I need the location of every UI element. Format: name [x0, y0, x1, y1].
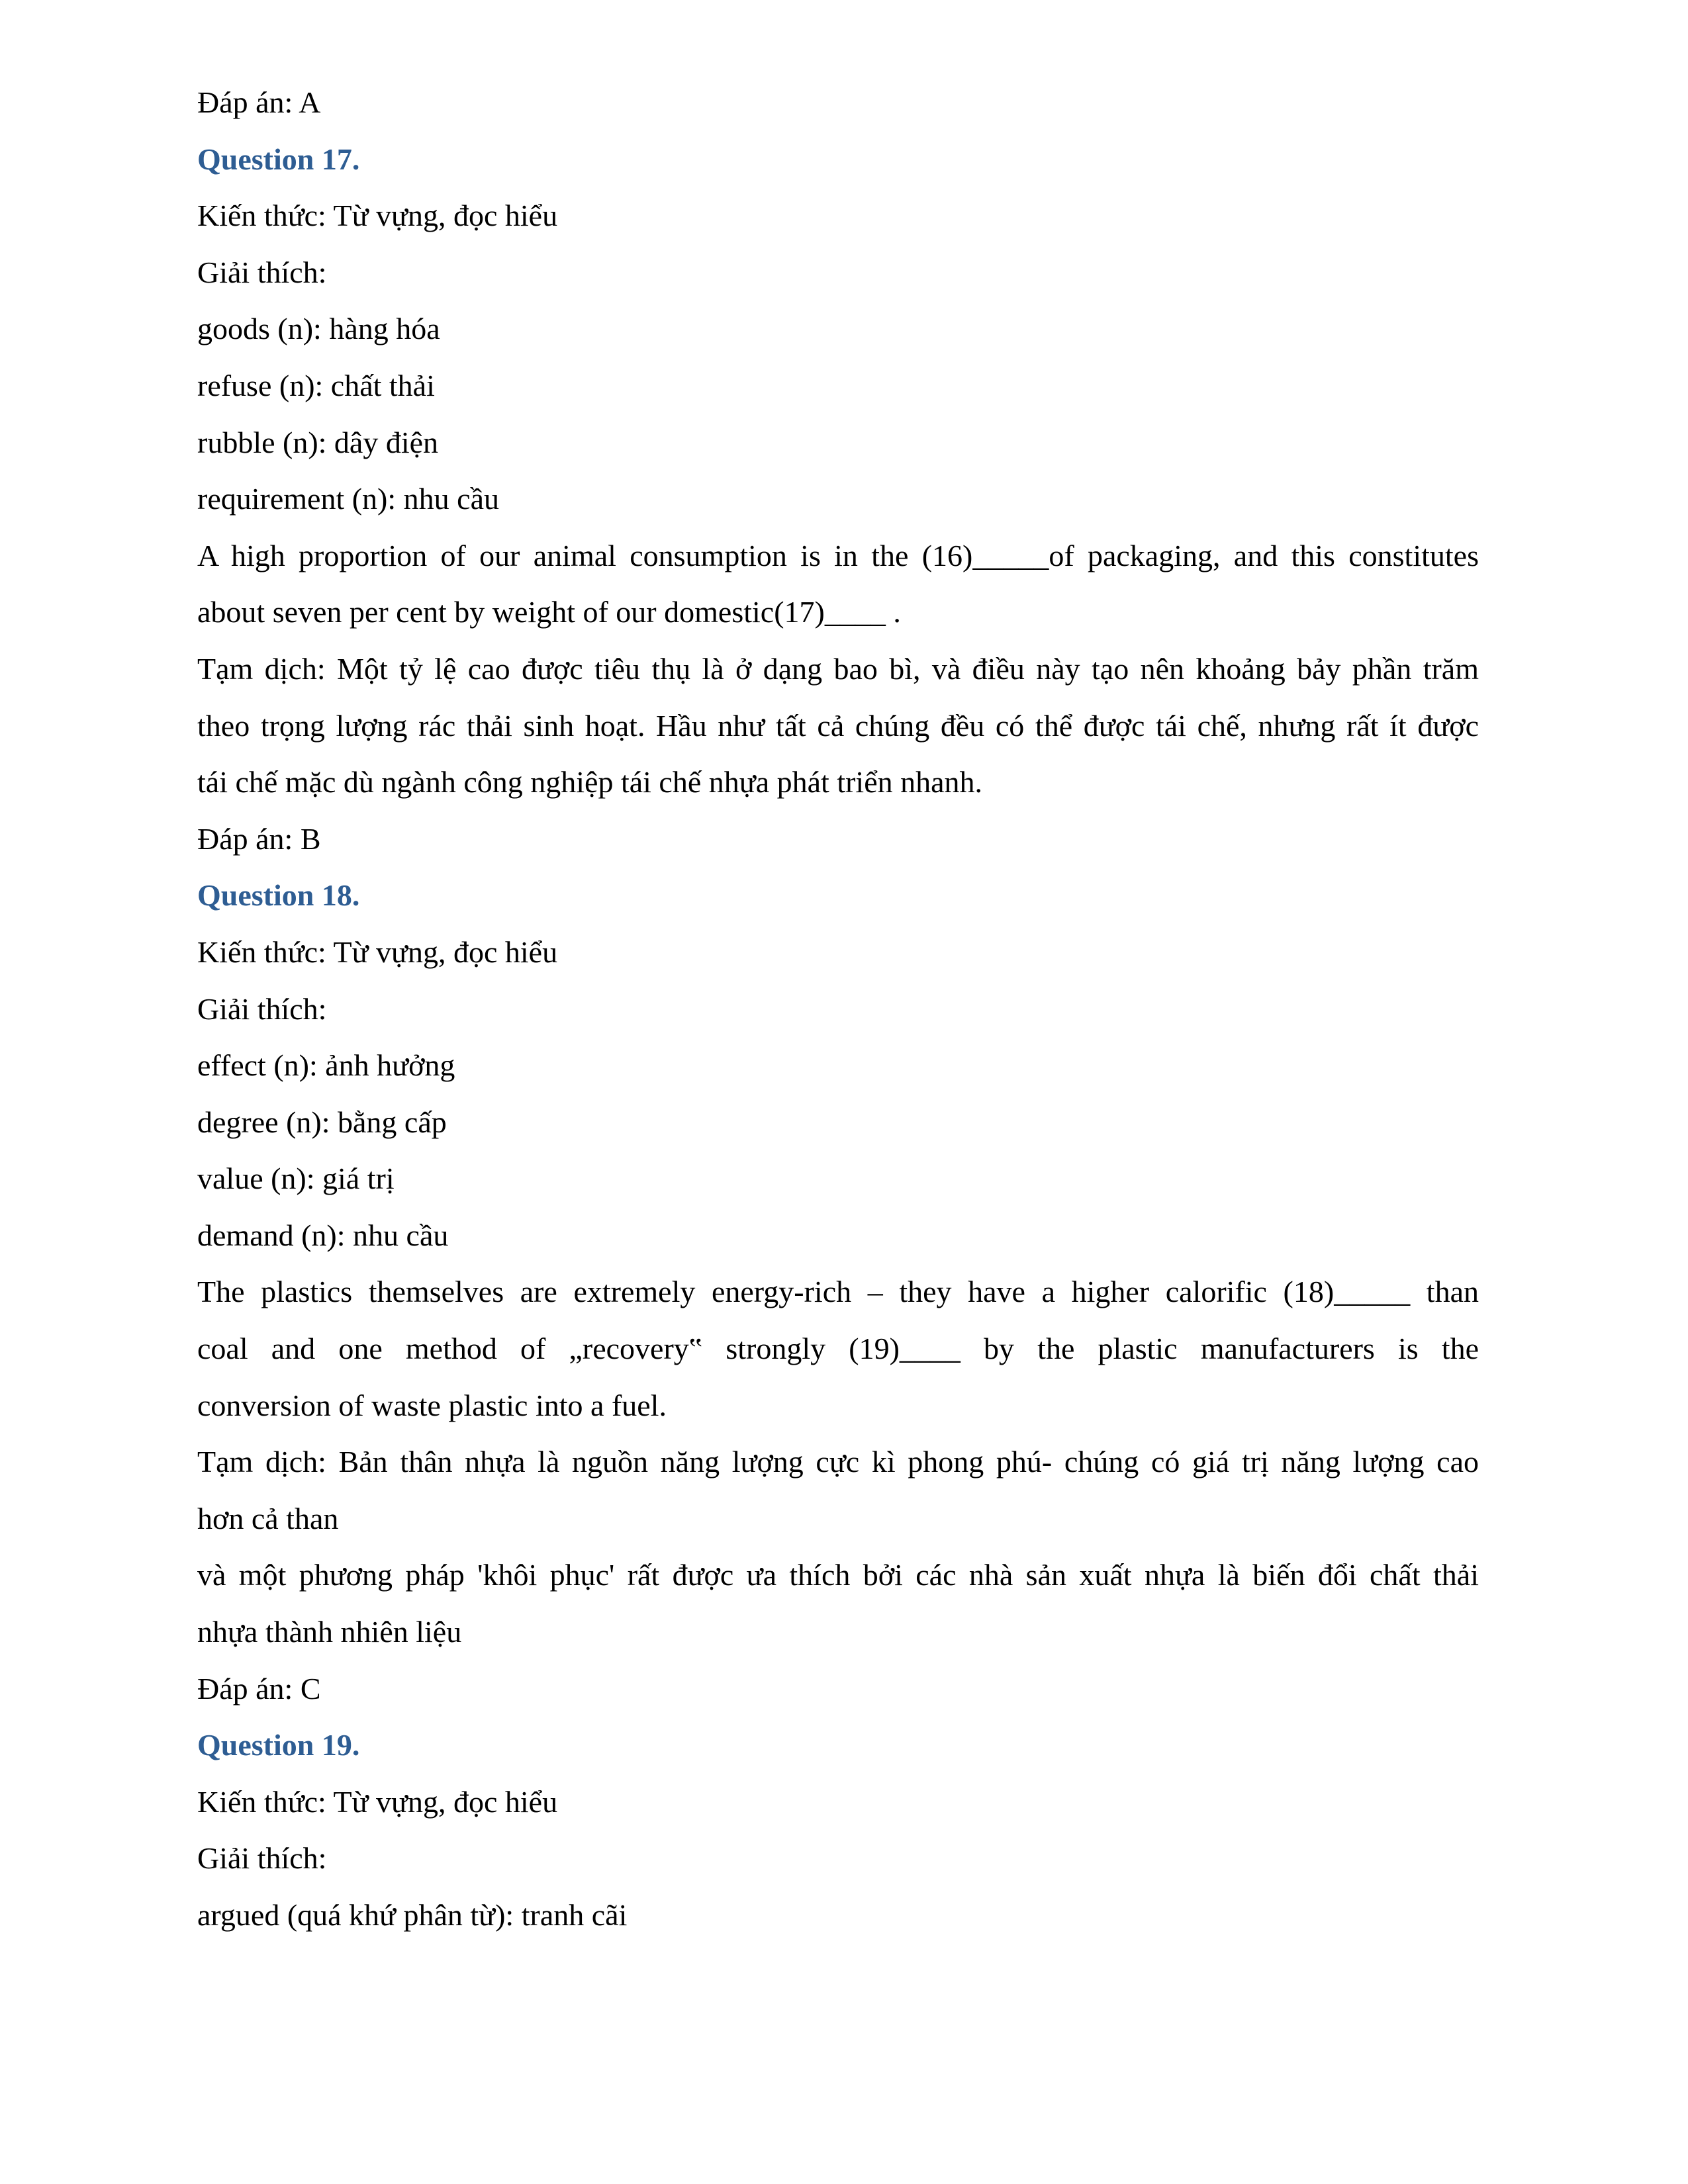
q17-vocab-requirement: requirement (n): nhu cầu: [197, 482, 499, 516]
question-18-heading: Question 18.: [197, 878, 360, 913]
q18-translation-line-3: và một phương pháp 'khôi phục' rất được ưa thích bởi các nhà sản xuất nhựa là biến đổi chất thải: [197, 1558, 1479, 1592]
q19-explanation-label: Giải thích:: [197, 1841, 327, 1876]
question-19-heading: Question 19.: [197, 1728, 360, 1762]
q18-passage-line-3: conversion of waste plastic into a fuel.: [197, 1388, 667, 1422]
document-page: [197, 74, 1479, 1944]
q18-explanation-label: Giải thích:: [197, 991, 327, 1026]
answer-q17: Đáp án: B: [197, 821, 321, 856]
q18-translation-line-2: hơn cả than: [197, 1501, 339, 1535]
q18-passage-line-2: coal and one method of „recovery‟ strongly (19)____ by the plastic manufacturers is the: [197, 1332, 1479, 1366]
q17-vocab-rubble: rubble (n): dây điện: [197, 425, 439, 459]
q17-translation-line-2: theo trọng lượng rác thải sinh hoạt. Hầu như tất cả chúng đều có thể được tái chế, nhưng rất ít được: [197, 708, 1479, 743]
answer-q16: Đáp án: A: [197, 85, 321, 119]
q17-passage-line-1: A high proportion of our animal consumption is in the (16)_____of packaging, and this constitutes: [197, 538, 1479, 572]
q18-vocab-value: value (n): giá trị: [197, 1161, 395, 1196]
question-17-heading: Question 17.: [197, 142, 360, 176]
q17-passage-line-2: about seven per cent by weight of our domestic(17)____ .: [197, 595, 901, 629]
q17-explanation-label: Giải thích:: [197, 255, 327, 289]
q18-knowledge: Kiến thức: Từ vựng, đọc hiểu: [197, 934, 558, 969]
q18-passage-line-1: The plastics themselves are extremely energy-rich – they have a higher calorific (18)_____ than: [197, 1275, 1479, 1309]
q17-vocab-refuse: refuse (n): chất thải: [197, 368, 435, 402]
q17-vocab-goods: goods (n): hàng hóa: [197, 312, 440, 346]
q17-knowledge: Kiến thức: Từ vựng, đọc hiểu: [197, 199, 558, 233]
q17-translation-line-1: Tạm dịch: Một tỷ lệ cao được tiêu thụ là ở dạng bao bì, và điều này tạo nên khoảng bảy phần trăm: [197, 651, 1479, 686]
q18-vocab-effect: effect (n): ảnh hưởng: [197, 1048, 455, 1083]
q18-vocab-demand: demand (n): nhu cầu: [197, 1218, 449, 1252]
q19-knowledge: Kiến thức: Từ vựng, đọc hiểu: [197, 1784, 558, 1819]
q18-vocab-degree: degree (n): bằng cấp: [197, 1105, 447, 1139]
q18-translation-line-4: nhựa thành nhiên liệu: [197, 1615, 462, 1649]
q18-translation-line-1: Tạm dịch: Bản thân nhựa là nguồn năng lượng cực kì phong phú- chúng có giá trị năng lượng cao: [197, 1445, 1479, 1479]
answer-q18: Đáp án: C: [197, 1671, 321, 1706]
q19-vocab-argued: argued (quá khứ phân từ): tranh cãi: [197, 1898, 628, 1932]
q17-translation-line-3: tái chế mặc dù ngành công nghiệp tái chế nhựa phát triển nhanh.: [197, 765, 983, 799]
